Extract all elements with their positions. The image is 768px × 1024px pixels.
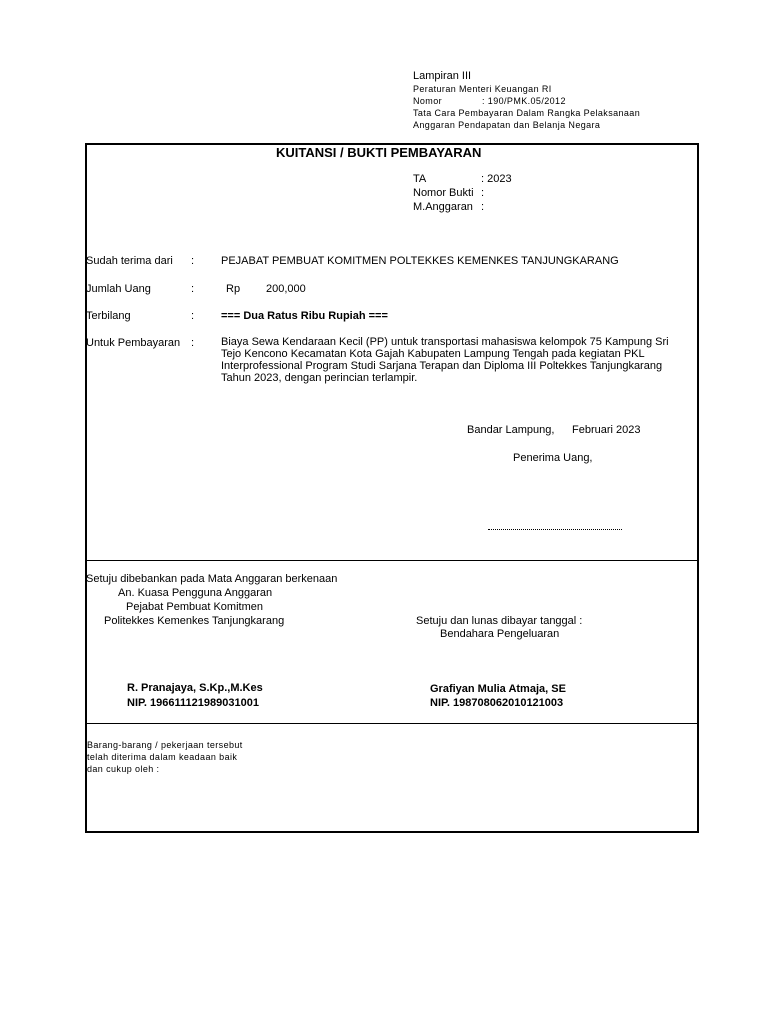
pejabat-pembuat: Pejabat Pembuat Komitmen	[126, 601, 263, 613]
nomor-bukti-label: Nomor Bukti	[413, 187, 474, 199]
setuju-dibebankan: Setuju dibebankan pada Mata Anggaran berkenaan	[86, 573, 338, 585]
peraturan-label: Peraturan Menteri Keuangan RI	[413, 84, 552, 94]
receipt-title: KUITANSI / BUKTI PEMBAYARAN	[276, 145, 482, 160]
divider-approval	[85, 560, 699, 561]
signature-line	[488, 521, 622, 530]
colon: :	[191, 283, 195, 295]
right-signer-name: Grafiyan Mulia Atmaja, SE	[430, 683, 566, 695]
left-signer-nip: NIP. 196611121989031001	[127, 697, 259, 709]
m-anggaran-label: M.Anggaran	[413, 201, 473, 213]
right-signer-nip: NIP. 198708062010121003	[430, 697, 564, 709]
untuk-pembayaran-label: Untuk Pembayaran	[86, 337, 181, 349]
footer-line1: Barang-barang / pekerjaan tersebut	[87, 740, 243, 750]
colon: :	[191, 255, 195, 267]
setuju-lunas: Setuju dan lunas dibayar tanggal :	[416, 615, 583, 627]
penerima-label: Penerima Uang,	[513, 452, 593, 464]
divider-footer	[85, 723, 699, 724]
lampiran-label: Lampiran III	[413, 70, 472, 82]
terbilang-value: === Dua Ratus Ribu Rupiah ===	[221, 310, 388, 322]
footer-line3: dan cukup oleh :	[87, 764, 160, 774]
nomor-bukti-value: :	[481, 187, 485, 199]
terbilang-label: Terbilang	[86, 310, 131, 322]
signature-place: Bandar Lampung,	[467, 424, 555, 436]
jumlah-label: Jumlah Uang	[86, 283, 151, 295]
sudah-terima-label: Sudah terima dari	[86, 255, 173, 267]
signature-date: Februari 2023	[572, 424, 641, 436]
footer-line2: telah diterima dalam keadaan baik	[87, 752, 238, 762]
nomor-label: Nomor	[413, 96, 443, 106]
colon: :	[191, 310, 195, 322]
jumlah-currency: Rp	[226, 283, 241, 295]
m-anggaran-value: :	[481, 201, 485, 213]
colon: :	[191, 337, 195, 349]
poltekkes-label: Politekkes Kemenkes Tanjungkarang	[104, 615, 285, 627]
receipt-border	[85, 143, 699, 833]
sudah-terima-value: PEJABAT PEMBUAT KOMITMEN POLTEKKES KEMENKES TANJUNGKARANG	[221, 255, 619, 267]
an-kuasa: An. Kuasa Pengguna Anggaran	[118, 587, 273, 599]
ta-value: : 2023	[481, 173, 512, 185]
untuk-pembayaran-value: Biaya Sewa Kendaraan Kecil (PP) untuk transportasi mahasiswa kelompok 75 Kampung Sri Tejo Kencono Kecamatan Kota Gajah Kabupaten Lampung Tengah pada kegiatan PKL Interprofessional Program Studi Sarjana Terapan dan Diploma III Poltekkes Tanjungkarang Tahun 2023, dengan perincian terlampir.	[221, 336, 669, 384]
left-signer-name: R. Pranajaya, S.Kp.,M.Kes	[127, 682, 263, 694]
ta-label: TA	[413, 173, 427, 185]
tata-cara-line2: Anggaran Pendapatan dan Belanja Negara	[413, 120, 601, 130]
tata-cara-line1: Tata Cara Pembayaran Dalam Rangka Pelaksanaan	[413, 108, 641, 118]
jumlah-value: 200,000	[266, 283, 306, 295]
bendahara-label: Bendahara Pengeluaran	[440, 628, 560, 640]
nomor-value: : 190/PMK.05/2012	[482, 96, 566, 106]
